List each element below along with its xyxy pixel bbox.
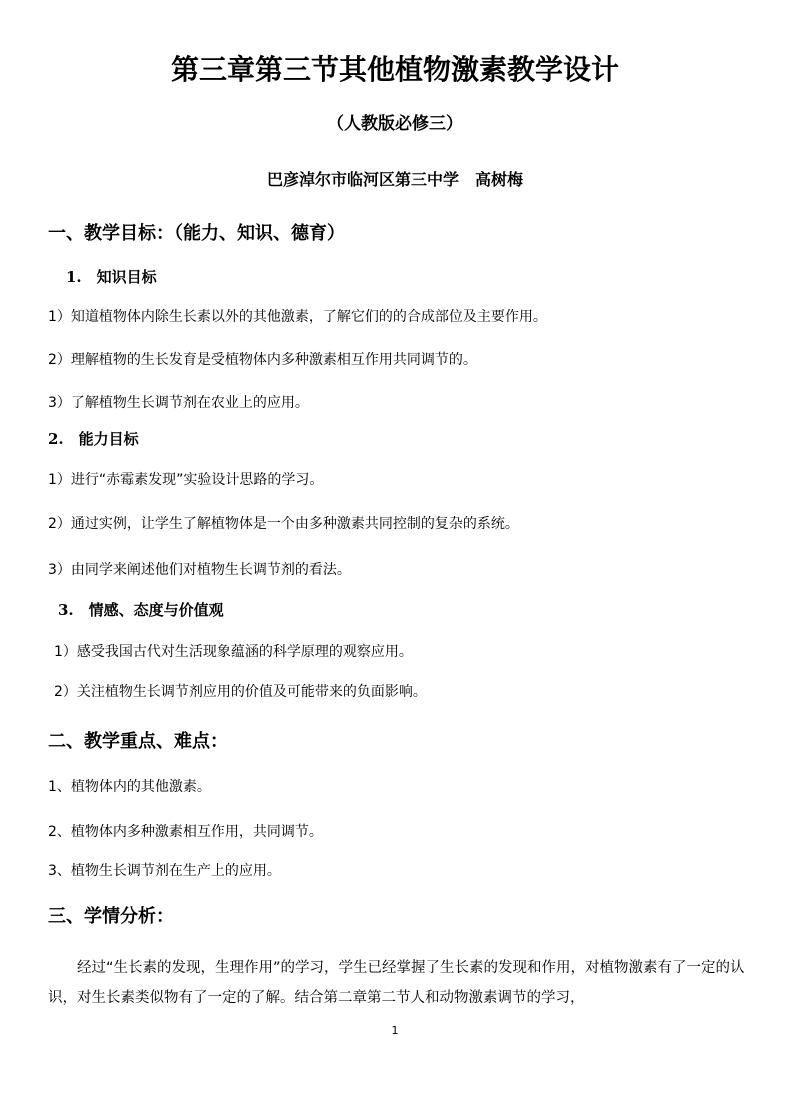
document-title: 第三章第三节其他植物激素教学设计 [170,53,619,86]
list-item: 2、植物体内多种激素相互作用，共同调节。 [48,824,323,840]
analysis-paragraph: 经过“生长素的发现，生理作用”的学习，学生已经掌握了生长素的发现和作用，对植物激素有了一定的认识，对生长素类似物有了一定的了解。结合第二章第二节人和动物激素调节的学习， [48,960,745,1006]
list-item: 3、植物生长调节剂在生产上的应用。 [48,863,281,879]
section-heading-objectives: 一、教学目标：（能力、知识、德育） [48,223,345,244]
section-heading-analysis: 三、学情分析： [48,906,174,927]
subheading-ability: 2. 能力目标 [48,430,139,448]
list-item: 1）进行“赤霉素发现”实验设计思路的学习。 [48,472,324,488]
list-item: 1）感受我国古代对生活现象蕴涵的科学原理的观察应用。 [54,644,413,660]
document-subtitle: （人教版必修三） [327,114,463,134]
subheading-emotion: 3. 情感、态度与价值观 [58,601,224,619]
list-item: 3）由同学来阐述他们对植物生长调节剂的看法。 [48,562,351,578]
list-item: 3）了解植物生长调节剂在农业上的应用。 [48,395,309,411]
list-item: 2）关注植物生长调节剂应用的价值及可能带来的负面影响。 [54,684,427,700]
list-item: 2）通过实例，让学生了解植物体是一个由多种激素共同控制的复杂的系统。 [48,516,519,532]
list-item: 2）理解植物的生长发育是受植物体内多种激素相互作用共同调节的。 [48,352,477,368]
list-item: 1）知道植物体内除生长素以外的其他激素，了解它们的的合成部位及主要作用。 [48,309,547,325]
subheading-knowledge: 1. 知识目标 [66,268,157,286]
list-item: 1、植物体内的其他激素。 [48,779,211,795]
page-number: 1 [391,1024,399,1037]
section-heading-key-points: 二、教学重点、难点： [48,731,228,752]
author-line: 巴彦淖尔市临河区第三中学 高树梅 [266,170,523,189]
